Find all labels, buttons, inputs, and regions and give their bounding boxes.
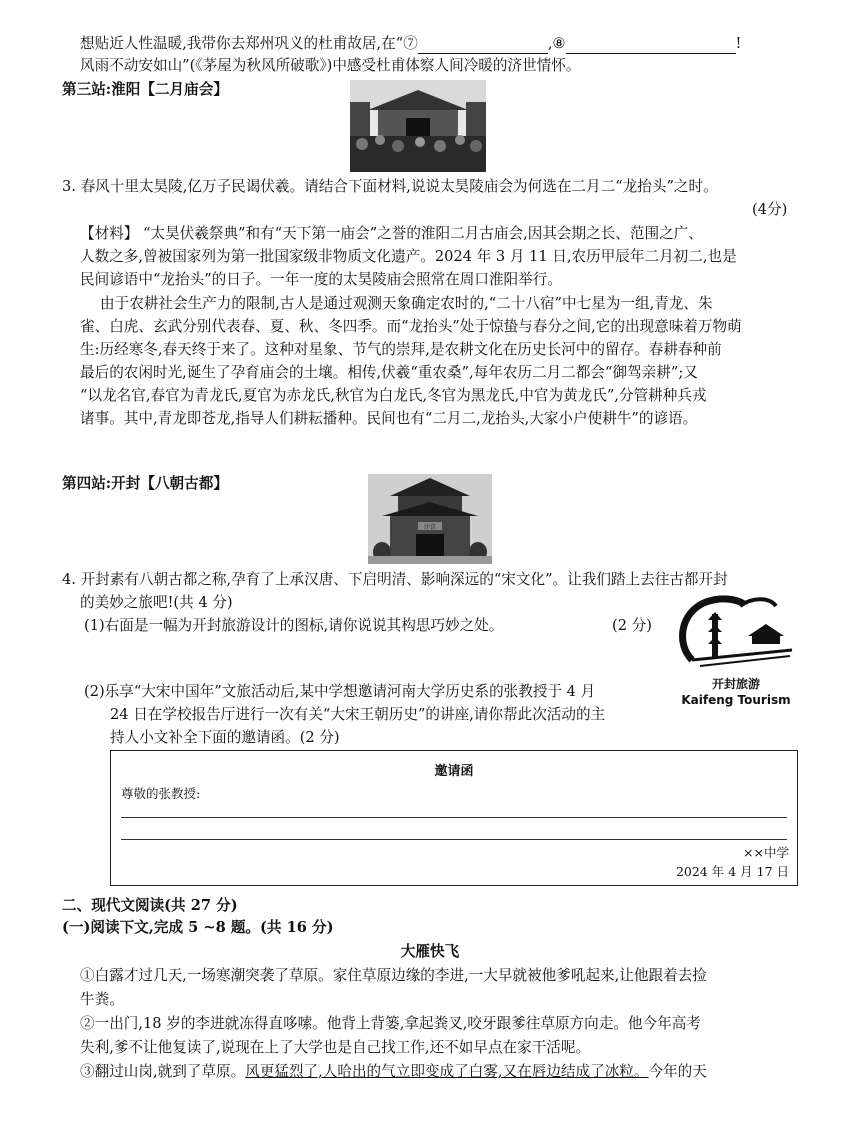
article-para-3-continue: 今年的天 <box>648 1063 707 1080</box>
material-line-2: 人数之多,曾被国家列为第一批国家级非物质文化遗产。2024 年 3 月 11 日,农历甲辰年二月初二,也是 <box>80 248 737 265</box>
article-para-2-line-1: ②一出门,18 岁的李进就冻得直哆嗦。他背上背篓,拿起粪叉,咬牙跟爹往草原方向走。他今年高考 <box>80 1015 701 1032</box>
article-para-3-start: ③翻过山岗,就到了草原。 <box>80 1063 246 1080</box>
article-para-2-line-2: 失利,爹不让他复读了,说现在上了大学也是自己找工作,还不如早点在家干活呢。 <box>80 1039 591 1056</box>
invitation-date: 2024 年 4 月 17 日 <box>675 864 789 879</box>
question-4-sub-2-line-2: 24 日在学校报告厅进行一次有关“大宋王朝历史”的讲座,请你帮此次活动的主 <box>110 706 606 723</box>
article-para-3-line-1 <box>80 1062 707 1082</box>
material-para-line-3: 生:历经寒冬,春天终于来了。这种对星象、节气的崇拜,是农耕文化在历史长河中的留存。春耕春种前 <box>80 341 722 358</box>
material-para-line-6: 诸事。其中,青龙即苍龙,指导人们耕耘播种。民间也有“二月二,龙抬头,大家小户使耕牛”的谚语。 <box>80 410 698 427</box>
article-title: 大雁快飞 <box>400 943 460 960</box>
kaifeng-tourism-logo <box>672 588 800 708</box>
invitation-signature: ××中学 <box>743 845 789 860</box>
poem-end-text: ! <box>735 35 742 52</box>
station4-title: 第四站:开封【八朝古都】 <box>62 475 228 492</box>
material-line-3: 民间谚语中“龙抬头”的日子。一年一度的太昊陵庙会照常在周口淮阳举行。 <box>80 271 562 288</box>
question-3: 3. 春风十里太昊陵,亿万子民谒伏羲。请结合下面材料,说说太昊陵庙会为何选在二月二“龙抬头”之时。 <box>62 178 718 195</box>
question-3-score: (4分) <box>752 201 788 218</box>
blank-7-input[interactable] <box>418 38 548 54</box>
material-para-line-2: 雀、白虎、玄武分别代表春、夏、秋、冬四季。而“龙抬头”处于惊蛰与春分之间,它的出现意味着万物萌 <box>80 318 742 335</box>
city-gate-image <box>368 474 492 564</box>
huaiyang-temple-photo <box>350 80 486 172</box>
logo-en-label: Kaifeng Tourism <box>681 693 791 707</box>
question-4-sub-1: (1)右面是一幅为开封旅游设计的图标,请你说说其构思巧妙之处。 <box>84 617 504 634</box>
question-4-sub-2-line-1: (2)乐享“大宋中国年”文旅活动后,某中学想邀请河南大学历史系的张教授于 4 月 <box>84 683 596 700</box>
invitation-letter-box <box>110 750 798 886</box>
invitation-title: 邀请函 <box>434 764 474 779</box>
kaifeng-gate-photo <box>368 474 492 564</box>
poem-separator-text: ,⑧ <box>547 35 566 52</box>
question-4-line-2: 的美妙之旅吧!(共 4 分) <box>80 594 233 611</box>
invitation-answer-line-2[interactable] <box>121 839 787 840</box>
gate-plaque-text: 汴京 <box>423 524 437 531</box>
section-2-title: 二、现代文阅读(共 27 分) <box>62 897 238 914</box>
article-para-1-line-2: 牛粪。 <box>80 991 124 1008</box>
material-para-line-1: 由于农耕社会生产力的限制,古人是通过观测天象确定农时的,“二十八宿”中七星为一组,青龙、朱 <box>100 295 713 312</box>
section-2-subtitle: (一)阅读下文,完成 5 ~8 题。(共 16 分) <box>62 919 334 936</box>
temple-gate-image <box>350 80 486 172</box>
station3-title: 第三站:淮阳【二月庙会】 <box>62 81 228 98</box>
blank-8-input[interactable] <box>566 38 736 54</box>
poem-line-2: 风雨不动安如山”(《茅屋为秋风所破歌》)中感受杜甫体察人间冷暖的济世情怀。 <box>80 57 581 74</box>
invitation-salutation: 尊敬的张教授: <box>121 786 201 801</box>
material-line-1: 【材料】 “太昊伏羲祭典”和有“天下第一庙会”之誉的淮阳二月古庙会,因其会期之长、范围之广、 <box>80 225 703 242</box>
material-para-line-5: “以龙名官,春官为青龙氏,夏官为赤龙氏,秋官为白龙氏,冬官为黑龙氏,中官为黄龙氏”,分管耕种兵戎 <box>80 387 707 404</box>
article-underlined-sentence: 风更猛烈了,人哈出的气立即变成了白雾,又在唇边结成了冰粒。 <box>245 1063 649 1080</box>
poem-fill-line <box>80 34 741 54</box>
question-4-sub-2-line-3: 持人小文补全下面的邀请函。(2 分) <box>110 729 340 746</box>
invitation-answer-line-1[interactable] <box>121 817 787 818</box>
article-para-1-line-1: ①白露才过几天,一场寒潮突袭了草原。家住草原边缘的李进,一大早就被他爹吼起来,让他跟着去捡 <box>80 967 707 984</box>
poem-prompt-text: 想贴近人性温暖,我带你去郑州巩义的杜甫故居,在“⑦ <box>80 35 418 52</box>
question-4-line-1: 4. 开封素有八朝古都之称,孕育了上承汉唐、下启明清、影响深远的“宋文化”。让我们踏上去往古都开封 <box>62 571 728 588</box>
logo-cn-label: 开封旅游 <box>711 677 760 691</box>
scroll-tower-logo-icon <box>672 588 800 672</box>
question-4-sub-1-score: (2 分) <box>612 617 652 634</box>
material-para-line-4: 最后的农闲时光,诞生了孕育庙会的土壤。相传,伏羲“重农桑”,每年农历二月二都会“御驾亲耕”;又 <box>80 364 698 381</box>
